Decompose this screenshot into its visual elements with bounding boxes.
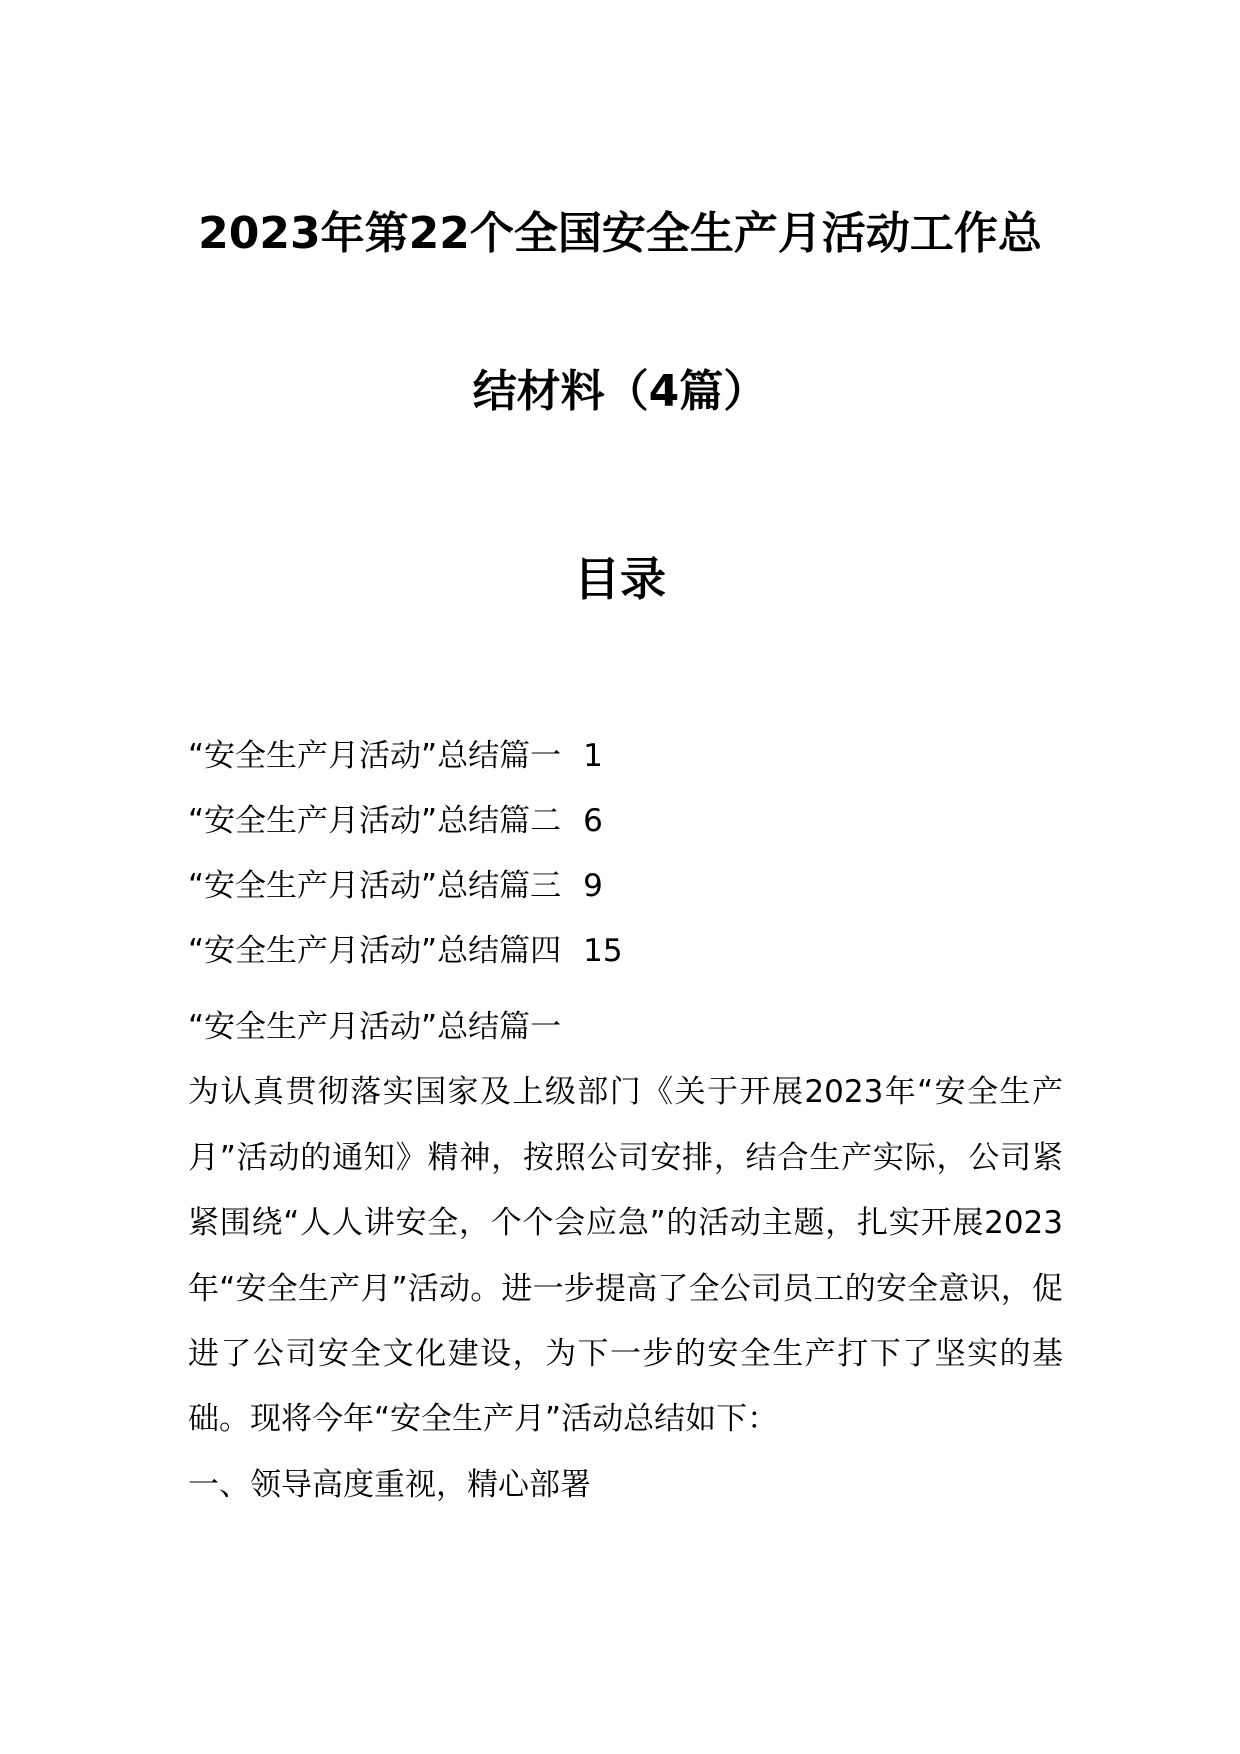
toc-heading: 目录 <box>574 552 666 606</box>
toc-entry-page: 6 <box>583 803 603 839</box>
toc-entry-label: “安全生产月活动”总结篇二 <box>188 803 562 839</box>
toc-entry-label: “安全生产月活动”总结篇四 <box>188 933 562 969</box>
document-body <box>188 995 1063 1518</box>
document-title-line-2: 结材料（4篇） <box>472 366 768 417</box>
toc-entry-page: 1 <box>583 738 603 774</box>
table-of-contents <box>188 734 623 994</box>
toc-entry[interactable] <box>188 864 623 929</box>
toc-entry[interactable] <box>188 929 623 994</box>
toc-entry[interactable] <box>188 734 623 799</box>
subheading: 一、领导高度重视，精心部署 <box>188 1466 591 1503</box>
toc-entry[interactable] <box>188 799 623 864</box>
section-heading: “安全生产月活动”总结篇一 <box>188 1009 562 1045</box>
document-title-line-1: 2023年第22个全国安全生产月活动工作总 <box>198 208 1042 259</box>
body-paragraph: 为认真贯彻落实国家及上级部门《关于开展2023年“安全生产月”活动的通知》精神，按照公司安排，结合生产实际，公司紧紧围绕“人人讲安全，个个会应急”的活动主题，扎实开展2023年“安全生产月”活动。进一步提高了全公司员工的安全意识，促进了公司安全文化建设，为下一步的安全生产打下了坚实的基础。现将今年“安全生产月”活动总结如下： <box>188 1074 1063 1438</box>
toc-entry-page: 9 <box>583 868 603 904</box>
toc-entry-page: 15 <box>583 933 623 969</box>
toc-entry-label: “安全生产月活动”总结篇三 <box>188 868 562 904</box>
toc-entry-label: “安全生产月活动”总结篇一 <box>188 738 562 774</box>
